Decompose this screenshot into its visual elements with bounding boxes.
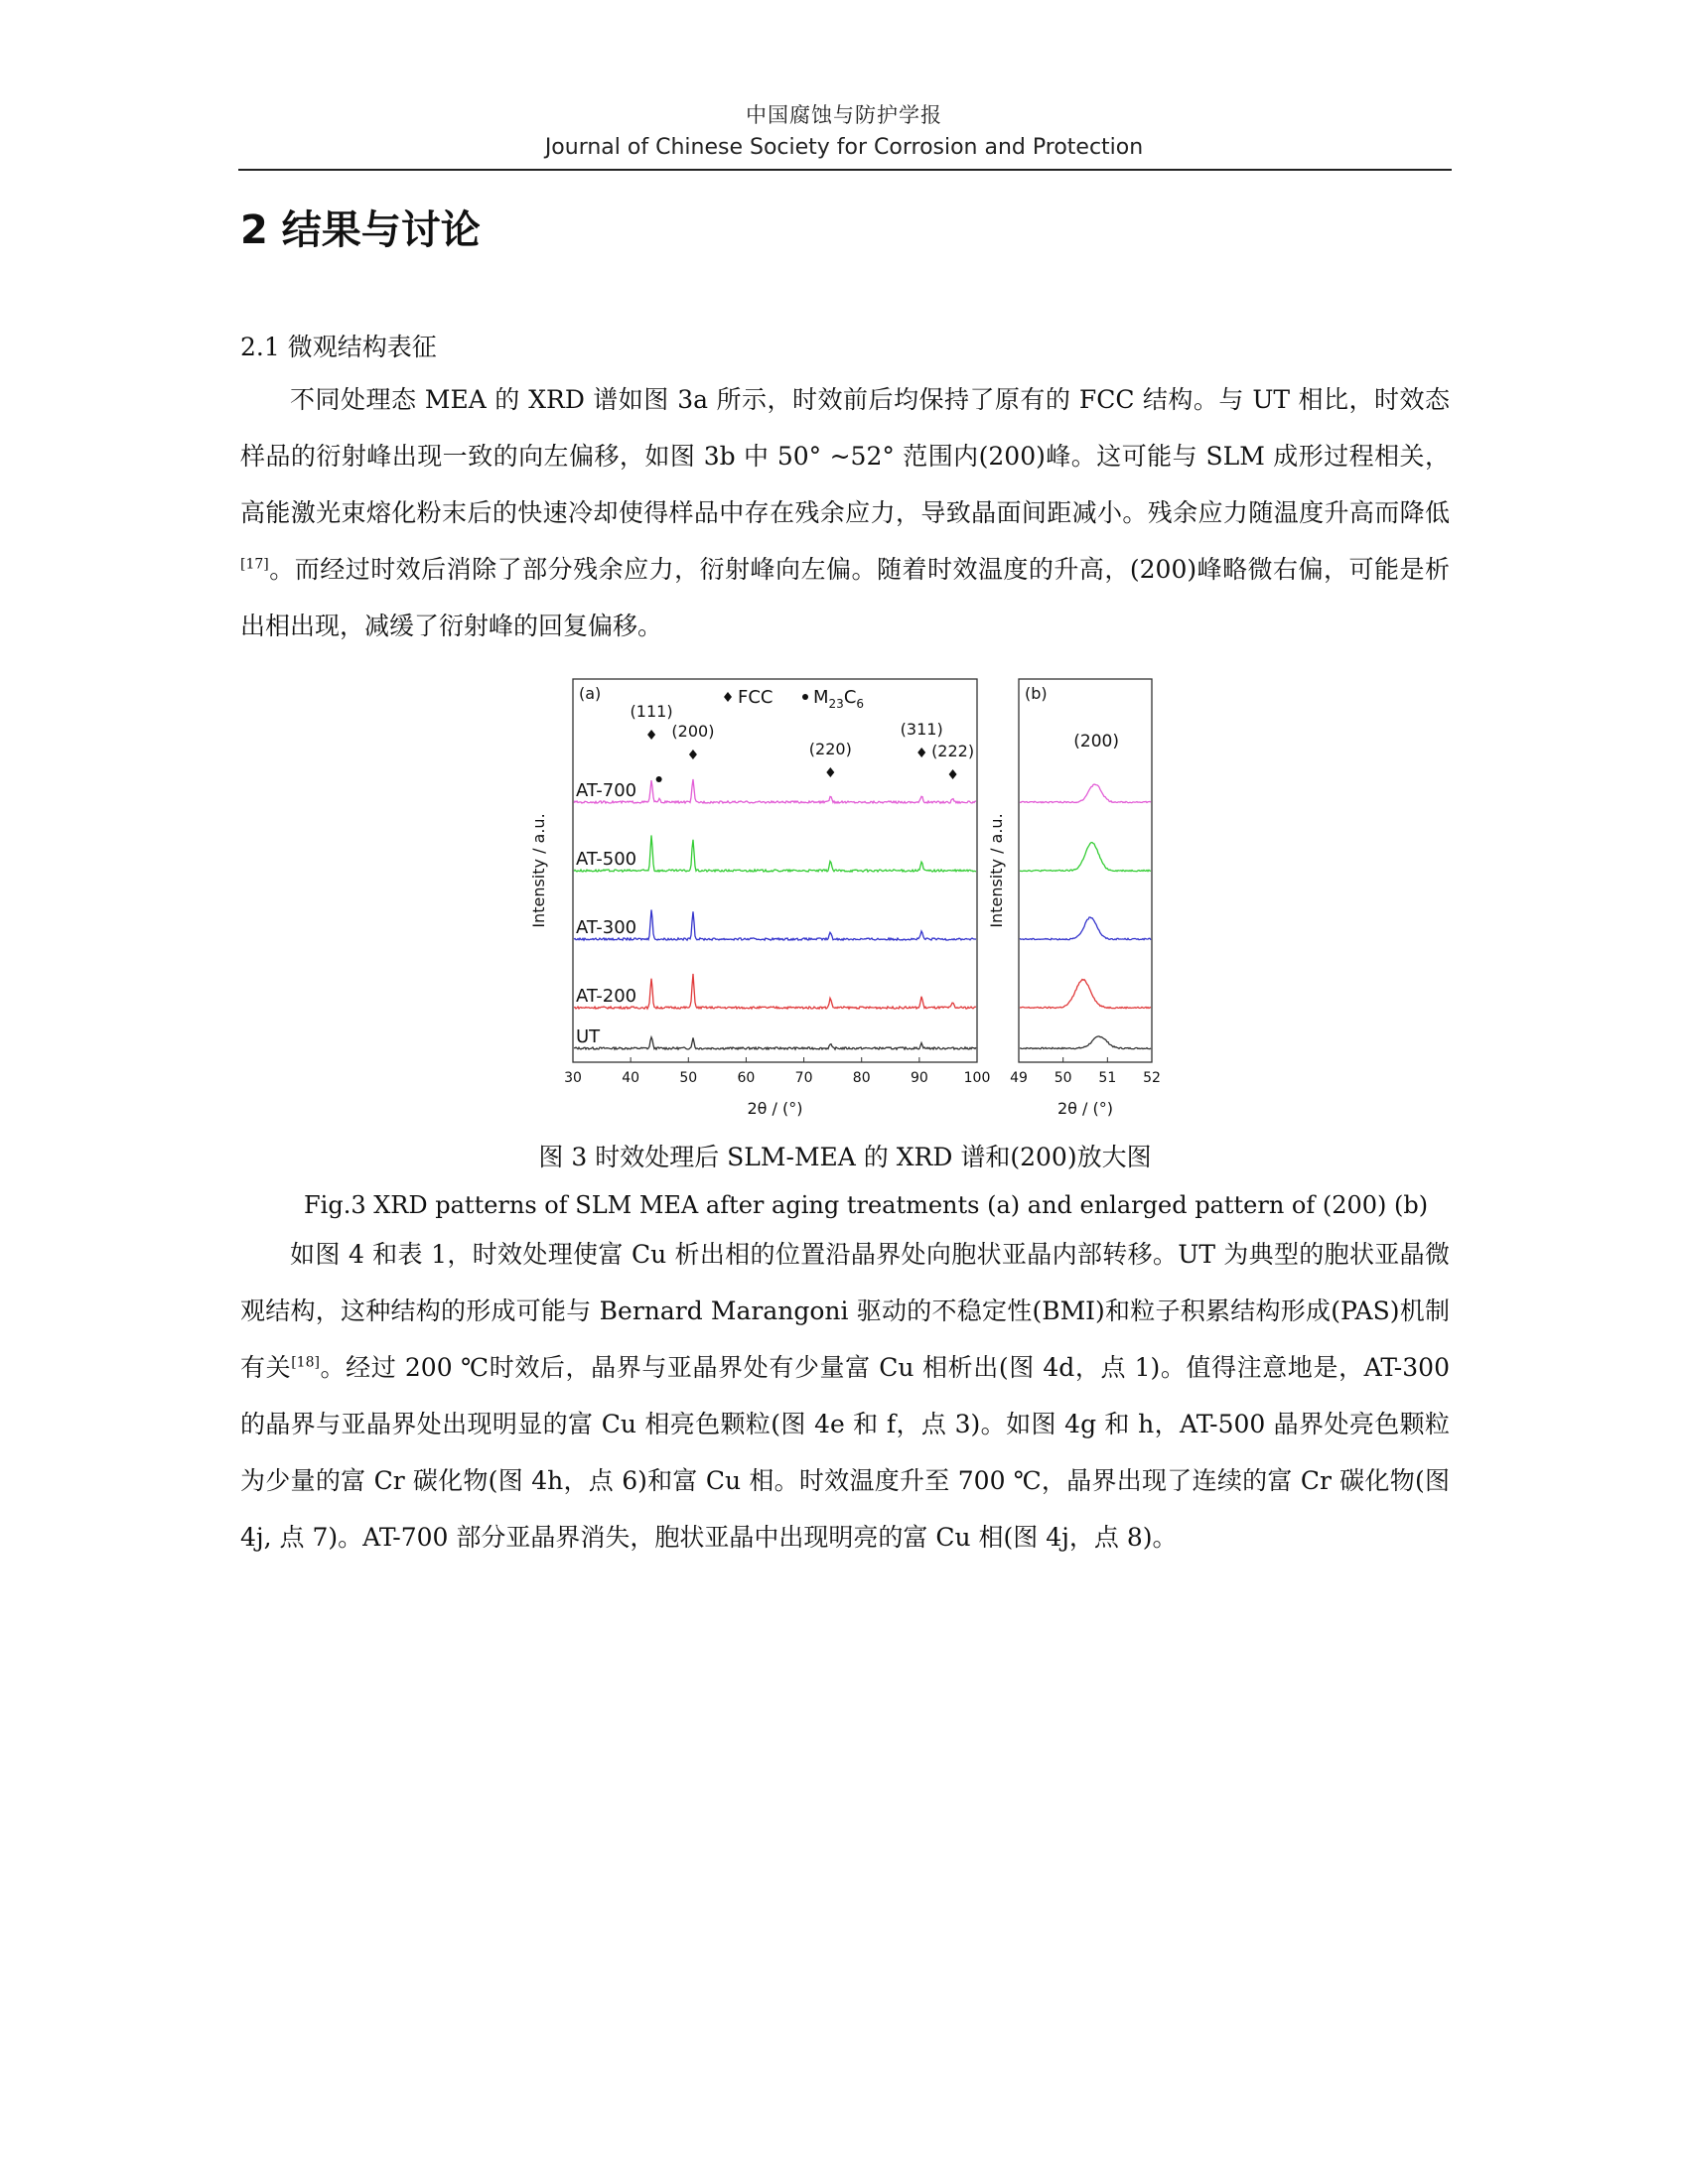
citation-18[interactable]: [18]	[291, 1354, 320, 1371]
x-tick-label-a: 60	[737, 1070, 756, 1086]
header-rule	[238, 169, 1452, 171]
series-b-at-200-line	[1020, 980, 1151, 1009]
paragraph-1-text-b: 。而经过时效后消除了部分残余应力，衍射峰向左偏。随着时效温度的升高，(200)峰略微右偏，可能是析出相出现，减缓了衍射峰的回复偏移。	[240, 555, 1450, 640]
series-b-at-300-line	[1020, 917, 1151, 940]
legend-fcc-label: FCC	[738, 687, 774, 708]
series-label-at-500: AT-500	[576, 849, 637, 870]
journal-title-en: Journal of Chinese Society for Corrosion and Protection	[544, 135, 1144, 160]
x-tick-label-a: 40	[622, 1070, 640, 1086]
legend-m23c6-label: $M_{23}C_6$	[813, 687, 865, 711]
x-tick-label-a: 100	[963, 1070, 991, 1086]
paragraph-1-text-a: 不同处理态 MEA 的 XRD 谱如图 3a 所示，时效前后均保持了原有的 FCC 结构。与 UT 相比，时效态样品的衍射峰出现一致的向左偏移，如图 3b 中 50° ~52° 范围内(200)峰。这可能与 SLM 成形过程相关，高能激光束熔化粉末后的快速冷却使得样品中存在残余应力，导致晶面间距减小。残余应力随温度升高而降低	[240, 385, 1450, 527]
xrd-chart-svg	[516, 667, 1182, 1134]
legend-fcc-marker	[724, 692, 732, 702]
series-a-ut-line	[574, 1037, 976, 1049]
x-tick-label-b: 52	[1143, 1070, 1161, 1086]
x-axis-label-a: 2θ / (°)	[747, 1099, 803, 1118]
series-label-ut: UT	[576, 1026, 601, 1047]
x-tick-label-a: 70	[794, 1070, 813, 1086]
x-axis-label-b: 2θ / (°)	[1056, 1099, 1114, 1118]
y-axis-label-b: Intensity / a.u.	[987, 813, 1006, 928]
x-tick-label-a: 50	[679, 1070, 698, 1086]
panel-b-peak-label: (200)	[1073, 732, 1120, 751]
paragraph-2-text-a: 如图 4 和表 1，时效处理使富 Cu 析出相的位置沿晶界处向胞状亚晶内部转移。UT 为典型的胞状亚晶微观结构，这种结构的形成可能与 Bernard Marangoni 驱动的不稳定性(BMI)和粒子积累结构形成(PAS)机制有关	[240, 1240, 1450, 1382]
m23c6-dot-marker	[656, 776, 662, 782]
peak-label-220: (220)	[808, 740, 852, 758]
xrd-figure	[516, 667, 1182, 1134]
fcc-diamond-marker	[689, 750, 697, 759]
panel-b-label: (b)	[1025, 684, 1048, 703]
section-title: 2 结果与讨论	[240, 207, 481, 253]
journal-title-cn: 中国腐蚀与防护学报	[746, 103, 942, 127]
series-label-at-300: AT-300	[576, 917, 637, 938]
fcc-diamond-marker	[826, 767, 834, 777]
x-tick-label-a: 80	[852, 1070, 871, 1086]
subsection-title: 2.1 微观结构表征	[240, 333, 437, 361]
paragraph-2-text-b: 。经过 200 ℃时效后，晶界与亚晶界处有少量富 Cu 相析出(图 4d，点 1)。值得注意地是，AT-300 的晶界与亚晶界处出现明显的富 Cu 相亮色颗粒(图 4e 和 f，点 3)。如图 4g 和 h，AT-500 晶界处亮色颗粒为少量的富 Cr 碳化物(图 4h，点 6)和富 Cu 相。时效温度升至 700 ℃，晶界出现了连续的富 Cr 碳化物(图 4j, 点 7)。AT-700 部分亚晶界消失，胞状亚晶中出现明亮的富 Cu 相(图 4j，点 8)。	[240, 1353, 1450, 1552]
peak-label-311: (311)	[900, 720, 943, 739]
citation-17[interactable]: [17]	[240, 556, 269, 573]
paragraph-2	[240, 1226, 1450, 1566]
series-b-ut-line	[1020, 1036, 1151, 1049]
journal-header	[238, 99, 1450, 160]
peak-label-222: (222)	[931, 742, 975, 760]
series-label-at-700: AT-700	[576, 780, 637, 801]
figure-caption-en: Fig.3 XRD patterns of SLM MEA after aging treatments (a) and enlarged pattern of (200) (b)	[304, 1191, 1429, 1219]
x-tick-label-b: 51	[1098, 1070, 1117, 1086]
panel-a-label: (a)	[579, 684, 602, 703]
series-b-at-700-line	[1020, 784, 1151, 803]
y-axis-label-a: Intensity / a.u.	[529, 813, 548, 928]
peak-label-111: (111)	[630, 702, 673, 721]
peak-label-200: (200)	[671, 722, 715, 741]
paragraph-1	[240, 371, 1450, 654]
x-tick-label-a: 90	[910, 1070, 928, 1086]
figure-caption-cn: 图 3 时效处理后 SLM-MEA 的 XRD 谱和(200)放大图	[538, 1143, 1152, 1171]
legend-m23c6-marker	[802, 694, 808, 700]
series-b-at-500-line	[1020, 843, 1151, 872]
fcc-diamond-marker	[917, 748, 925, 757]
series-label-at-200: AT-200	[576, 986, 637, 1007]
x-tick-label-a: 30	[564, 1070, 582, 1086]
fcc-diamond-marker	[949, 769, 957, 779]
x-tick-label-b: 50	[1054, 1070, 1072, 1086]
fcc-diamond-marker	[647, 730, 655, 740]
x-tick-label-b: 49	[1010, 1070, 1028, 1086]
